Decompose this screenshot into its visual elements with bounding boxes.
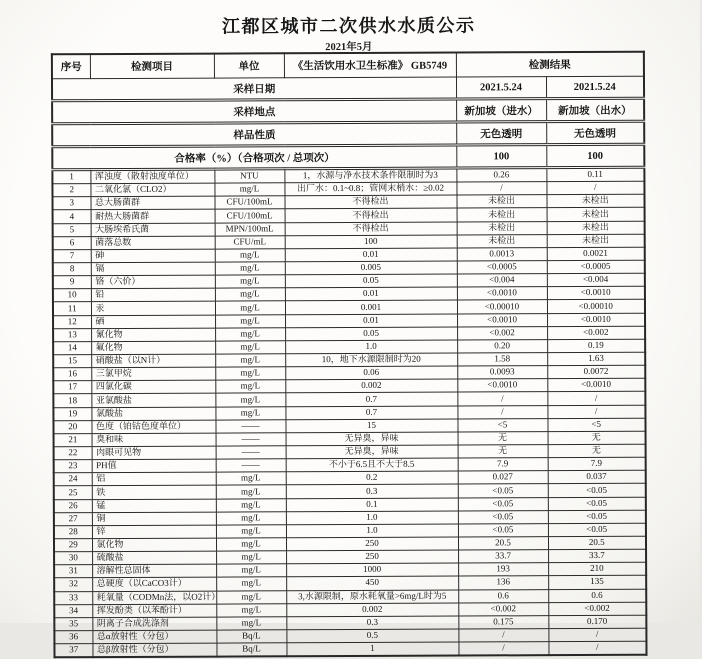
standard-limit-cell: 1.0: [286, 511, 458, 525]
result-inlet-cell: 未检出: [457, 208, 547, 222]
result-inlet-cell: 0.26: [456, 168, 546, 183]
unit-cell: mg/L: [216, 617, 286, 630]
result-outlet-cell: 1.63: [547, 352, 645, 366]
unit-cell: mg/L: [215, 367, 285, 380]
row-index-cell: 6: [53, 236, 91, 249]
row-index-cell: 26: [54, 499, 92, 512]
row-index-cell: 37: [54, 644, 92, 658]
result-outlet-cell: <0.0010: [547, 286, 645, 300]
result-inlet-cell: 未检出: [457, 221, 547, 235]
result-outlet-cell: 0.0021: [547, 247, 645, 261]
item-cell: 总大肠菌群: [90, 196, 214, 210]
result-inlet-cell: 无: [458, 431, 548, 445]
results-body: [52, 167, 646, 657]
result-inlet-cell: <5: [457, 418, 547, 432]
unit-cell: mg/L: [216, 472, 286, 485]
item-cell: 大肠埃希氏菌: [91, 223, 215, 237]
sampling-date-row: [52, 76, 644, 101]
standard-limit-cell: 0.01: [285, 287, 457, 301]
item-cell: 挥发酚类（以苯酚计）: [92, 604, 216, 618]
result-inlet-cell: 33.7: [458, 550, 548, 564]
standard-limit-cell: 0.005: [285, 261, 457, 275]
unit-cell: ——: [216, 433, 286, 446]
col-header-unit: 单位: [214, 53, 284, 78]
unit-cell: MPN/100mL: [215, 222, 285, 235]
item-cell: 耐热大肠菌群: [91, 210, 215, 224]
unit-cell: mg/L: [214, 183, 284, 196]
standard-limit-cell: 250: [286, 550, 458, 564]
result-inlet-cell: /: [458, 642, 548, 656]
item-cell: 氯酸盐: [91, 407, 215, 421]
sampling-date-inlet: 2021.5.24: [456, 77, 546, 99]
row-index-cell: 15: [53, 355, 91, 368]
result-outlet-cell: 33.7: [548, 549, 646, 563]
result-inlet-cell: 0.0013: [457, 247, 547, 261]
unit-cell: NTU: [214, 169, 284, 183]
result-outlet-cell: /: [546, 181, 644, 195]
row-index-cell: 19: [53, 407, 91, 420]
result-inlet-cell: <0.05: [458, 484, 548, 498]
row-index-cell: 20: [53, 420, 91, 433]
water-quality-table: [51, 51, 648, 659]
standard-limit-cell: 0.7: [285, 406, 457, 420]
unit-cell: mg/L: [215, 249, 285, 262]
report-month: 2021年5月: [325, 41, 373, 54]
result-outlet-cell: 20.5: [548, 536, 646, 550]
col-header-item: 检测项目: [90, 54, 214, 79]
unit-cell: Bq/L: [216, 643, 286, 657]
standard-limit-cell: 无异臭，异味: [286, 445, 458, 459]
standard-limit-cell: 450: [286, 576, 458, 590]
pass-rate-row: [52, 144, 644, 170]
unit-cell: mg/L: [216, 564, 286, 577]
standard-limit-cell: 0.01: [285, 314, 457, 328]
result-inlet-cell: 未检出: [457, 234, 547, 248]
standard-limit-cell: 不得检出: [285, 222, 457, 236]
row-index-cell: 9: [53, 276, 91, 289]
standard-limit-cell: 100: [285, 235, 457, 249]
standard-limit-cell: 无异臭，异味: [286, 432, 458, 446]
result-inlet-cell: 0.6: [458, 589, 548, 603]
result-inlet-cell: 无: [458, 445, 548, 459]
column-header-row: [52, 52, 644, 79]
row-index-cell: 35: [54, 617, 92, 630]
result-inlet-cell: <0.002: [457, 326, 547, 340]
result-outlet-cell: <0.00010: [547, 300, 645, 314]
row-index-cell: 3: [52, 197, 90, 210]
result-outlet-cell: 0.19: [547, 339, 645, 353]
result-inlet-cell: 136: [458, 576, 548, 590]
pass-rate-inlet: 100: [456, 145, 546, 168]
item-cell: 总α放射性（分包）: [92, 630, 216, 644]
standard-limit-cell: 15: [285, 419, 457, 433]
result-inlet-cell: 7.9: [458, 458, 548, 472]
result-outlet-cell: 0.170: [548, 615, 646, 629]
result-outlet-cell: /: [547, 405, 645, 419]
standard-limit-cell: 0.5: [286, 629, 458, 643]
sampling-location-row: [52, 98, 644, 124]
standard-limit-cell: 0.05: [285, 274, 457, 288]
item-cell: 四氯化碳: [91, 380, 215, 394]
standard-limit-cell: 0.3: [286, 616, 458, 630]
result-inlet-cell: 1.58: [457, 353, 547, 367]
item-cell: 砷: [91, 249, 215, 263]
row-index-cell: 7: [53, 249, 91, 262]
unit-cell: mg/L: [215, 393, 285, 406]
result-inlet-cell: <0.05: [458, 510, 548, 524]
item-cell: 镉: [91, 262, 215, 276]
row-index-cell: 29: [54, 539, 92, 552]
item-cell: 硝酸盐（以N计）: [91, 354, 215, 368]
result-outlet-cell: <0.05: [548, 484, 646, 498]
item-cell: 三氯甲烷: [91, 367, 215, 381]
result-inlet-cell: 未检出: [456, 195, 546, 209]
item-cell: 亚氯酸盐: [91, 393, 215, 407]
item-cell: 溶解性总固体: [92, 564, 216, 578]
item-cell: 浑浊度（散射浊度单位）: [90, 169, 214, 184]
result-outlet-cell: 未检出: [546, 194, 644, 208]
result-inlet-cell: /: [456, 182, 546, 196]
standard-limit-cell: 250: [286, 537, 458, 551]
result-outlet-cell: <0.05: [548, 523, 646, 537]
sample-nature-inlet: 无色透明: [456, 122, 546, 145]
result-inlet-cell: <0.0010: [457, 313, 547, 327]
result-outlet-cell: 未检出: [547, 234, 645, 248]
result-inlet-cell: /: [457, 405, 547, 419]
result-inlet-cell: <0.00010: [457, 300, 547, 314]
row-index-cell: 18: [53, 394, 91, 407]
result-outlet-cell: <0.0005: [547, 260, 645, 274]
result-outlet-cell: /: [548, 628, 646, 642]
unit-cell: mg/L: [215, 262, 285, 275]
item-cell: PH值: [92, 459, 216, 473]
row-index-cell: 36: [54, 631, 92, 644]
sample-nature-outlet: 无色透明: [546, 121, 644, 144]
row-index-cell: 10: [53, 289, 91, 302]
result-outlet-cell: 0.6: [548, 589, 646, 603]
row-index-cell: 16: [53, 368, 91, 381]
standard-limit-cell: 0.1: [286, 498, 458, 512]
pass-rate-label: 合格率（%）（合格项次 / 总项次）: [52, 145, 456, 170]
unit-cell: mg/L: [215, 275, 285, 288]
row-index-cell: 1: [52, 170, 90, 184]
unit-cell: mg/L: [216, 498, 286, 511]
item-cell: 汞: [91, 301, 215, 315]
item-cell: 肉眼可见物: [92, 446, 216, 460]
unit-cell: mg/L: [216, 590, 286, 603]
item-cell: 铝: [92, 472, 216, 486]
result-inlet-cell: /: [457, 392, 547, 406]
sampling-location-inlet: 新加坡（进水）: [456, 99, 546, 122]
standard-limit-cell: 0.05: [285, 327, 457, 341]
result-outlet-cell: <0.05: [548, 510, 646, 524]
result-outlet-cell: <0.002: [547, 326, 645, 340]
unit-cell: CFU/100mL: [215, 209, 285, 222]
item-cell: 氟化物: [91, 341, 215, 355]
unit-cell: mg/L: [215, 301, 285, 314]
result-inlet-cell: 20.5: [458, 537, 548, 551]
item-cell: 总硬度（以CaCO3计）: [92, 577, 216, 591]
standard-limit-cell: 不小于6.5且不大于8.5: [286, 458, 458, 472]
result-inlet-cell: <0.0010: [457, 379, 547, 393]
result-outlet-cell: 0.037: [548, 470, 646, 484]
item-cell: 菌落总数: [91, 236, 215, 250]
row-index-cell: 30: [54, 552, 92, 565]
result-inlet-cell: <0.0005: [457, 261, 547, 275]
item-cell: 氯化物: [92, 538, 216, 552]
row-index-cell: 28: [54, 525, 92, 538]
pass-rate-outlet: 100: [546, 144, 644, 167]
item-cell: 氰化物: [91, 328, 215, 342]
standard-limit-cell: 1000: [286, 563, 458, 577]
standard-limit-cell: 3,水源限制，原水耗氧量>6mg/L时为5: [286, 590, 458, 604]
document-title: 江都区城市二次供水水质公示: [221, 15, 476, 37]
item-cell: 锰: [92, 499, 216, 513]
item-cell: 耗氧量（CODMn法，以O2计）: [92, 591, 216, 605]
item-cell: 硒: [91, 315, 215, 329]
row-index-cell: 31: [54, 565, 92, 578]
row-index-cell: 22: [54, 447, 92, 460]
result-inlet-cell: <0.05: [458, 497, 548, 511]
row-index-cell: 14: [53, 341, 91, 354]
item-cell: 铜: [92, 512, 216, 526]
unit-cell: mg/L: [216, 603, 286, 616]
result-inlet-cell: <0.05: [458, 523, 548, 537]
unit-cell: CFU/mL: [215, 235, 285, 248]
row-index-cell: 25: [54, 486, 92, 499]
table-header: [52, 52, 644, 79]
result-inlet-cell: <0.004: [457, 274, 547, 288]
unit-cell: mg/L: [215, 341, 285, 354]
unit-cell: mg/L: [216, 551, 286, 564]
unit-cell: Bq/L: [216, 630, 286, 643]
standard-limit-cell: 0.002: [286, 603, 458, 617]
result-inlet-cell: 0.027: [458, 471, 548, 485]
unit-cell: ——: [215, 419, 285, 432]
result-outlet-cell: <0.002: [548, 602, 646, 616]
sample-nature-label: 样品性质: [52, 122, 456, 147]
unit-cell: mg/L: [216, 538, 286, 551]
standard-limit-cell: 0.7: [285, 392, 457, 406]
standard-limit-cell: 0.01: [285, 248, 457, 262]
result-inlet-cell: <0.002: [458, 602, 548, 616]
unit-cell: mg/L: [216, 577, 286, 590]
row-index-cell: 27: [54, 512, 92, 525]
row-index-cell: 32: [54, 578, 92, 591]
standard-limit-cell: 不得检出: [285, 208, 457, 222]
sampling-date-label: 采样日期: [52, 77, 456, 101]
row-index-cell: 8: [53, 263, 91, 276]
row-index-cell: 23: [54, 460, 92, 473]
sampling-location-label: 采样地点: [52, 99, 456, 124]
unit-cell: mg/L: [216, 525, 286, 538]
standard-limit-cell: 10，地下水源限制时为20: [285, 353, 457, 367]
result-inlet-cell: 0.20: [457, 339, 547, 353]
sampling-location-outlet: 新加坡（出水）: [546, 98, 644, 121]
unit-cell: mg/L: [215, 314, 285, 327]
standard-limit-cell: 0.001: [285, 300, 457, 314]
standard-limit-cell: 0.3: [286, 484, 458, 498]
row-index-cell: 5: [53, 223, 91, 236]
row-index-cell: 2: [52, 184, 90, 197]
col-header-standard: 《生活饮用水卫生标准》 GB5749: [284, 53, 456, 78]
result-outlet-cell: 135: [548, 576, 646, 590]
result-inlet-cell: 193: [458, 563, 548, 577]
row-index-cell: 24: [54, 473, 92, 486]
result-outlet-cell: <0.004: [547, 273, 645, 287]
result-outlet-cell: 0.0072: [547, 365, 645, 379]
row-index-cell: 13: [53, 328, 91, 341]
row-index-cell: 34: [54, 604, 92, 617]
result-outlet-cell: 7.9: [548, 457, 646, 471]
item-cell: 总β放射性（分包）: [92, 643, 216, 657]
unit-cell: mg/L: [215, 380, 285, 393]
unit-cell: mg/L: [215, 354, 285, 367]
item-cell: 臭和味: [92, 433, 216, 447]
standard-limit-cell: 不得检出: [284, 195, 456, 209]
row-index-cell: 33: [54, 591, 92, 604]
row-index-cell: 12: [53, 315, 91, 328]
table-row: [54, 641, 646, 657]
row-index-cell: 4: [53, 210, 91, 223]
unit-cell: mg/L: [215, 406, 285, 419]
standard-limit-cell: 1: [286, 642, 458, 656]
result-inlet-cell: /: [458, 629, 548, 643]
standard-limit-cell: 1.0: [286, 524, 458, 538]
result-outlet-cell: /: [547, 392, 645, 406]
standard-limit-cell: 0.002: [285, 379, 457, 393]
info-section: [52, 76, 644, 170]
unit-cell: mg/L: [215, 288, 285, 301]
unit-cell: mg/L: [216, 511, 286, 524]
unit-cell: mg/L: [216, 485, 286, 498]
row-index-cell: 17: [53, 381, 91, 394]
result-outlet-cell: 210: [548, 562, 646, 576]
result-inlet-cell: 0.175: [458, 615, 548, 629]
result-outlet-cell: <0.0010: [547, 313, 645, 327]
result-outlet-cell: 0.11: [546, 167, 644, 182]
item-cell: 阴离子合成洗涤剂: [92, 617, 216, 631]
unit-cell: CFU/100mL: [214, 196, 284, 209]
item-cell: 硫酸盐: [92, 551, 216, 565]
col-header-result: 检测结果: [456, 52, 644, 77]
result-outlet-cell: 未检出: [547, 221, 645, 235]
result-outlet-cell: 无: [548, 431, 646, 445]
standard-limit-cell: 1.0: [285, 340, 457, 354]
item-cell: 色度（铂钴色度单位）: [91, 420, 215, 434]
unit-cell: mg/L: [215, 327, 285, 340]
result-inlet-cell: <0.0010: [457, 287, 547, 301]
item-cell: 锌: [92, 525, 216, 539]
result-outlet-cell: <0.0010: [547, 378, 645, 392]
item-cell: 二氧化氯（CLO2）: [90, 183, 214, 197]
unit-cell: ——: [216, 446, 286, 459]
sample-nature-row: [52, 121, 644, 147]
item-cell: 铬（六价）: [91, 275, 215, 289]
row-index-cell: 21: [54, 433, 92, 446]
standard-limit-cell: 出厂水：0.1~0.8；管网末梢水：≥0.02: [284, 182, 456, 196]
standard-limit-cell: 0.06: [285, 366, 457, 380]
sampling-date-outlet: 2021.5.24: [546, 76, 644, 98]
col-header-index: 序号: [52, 54, 90, 79]
result-outlet-cell: /: [548, 641, 646, 655]
unit-cell: ——: [216, 459, 286, 472]
row-index-cell: 11: [53, 302, 91, 315]
result-outlet-cell: <5: [547, 418, 645, 432]
standard-limit-cell: 1，水源与净水技术条件限制时为3: [284, 168, 456, 183]
result-outlet-cell: 未检出: [547, 208, 645, 222]
result-outlet-cell: 无: [548, 444, 646, 458]
item-cell: 铅: [91, 288, 215, 302]
standard-limit-cell: 0.2: [286, 471, 458, 485]
result-outlet-cell: <0.05: [548, 497, 646, 511]
result-inlet-cell: 0.0093: [457, 366, 547, 380]
item-cell: 铁: [92, 485, 216, 499]
